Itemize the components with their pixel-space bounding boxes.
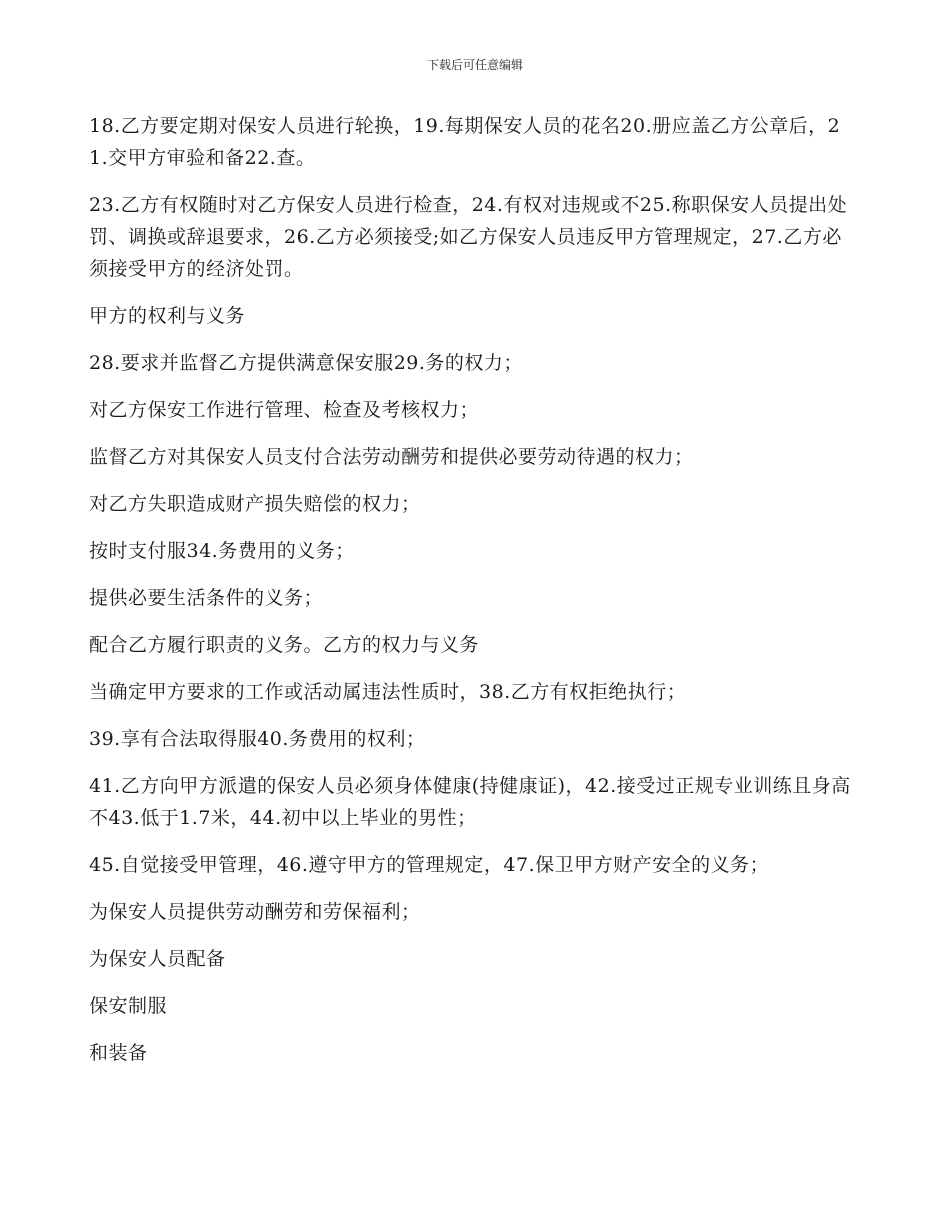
paragraph-item: 按时支付服34.务费用的义务； — [89, 540, 355, 562]
paragraph-item: 45.自觉接受甲管理，46.遵守甲方的管理规定，47.保卫甲方财产安全的义务； — [89, 854, 770, 876]
paragraph-item: 提供必要生活条件的义务； — [89, 587, 324, 609]
paragraph-item: 监督乙方对其保安人员支付合法劳动酬劳和提供必要劳动待遇的权力； — [89, 446, 694, 468]
paragraph-item: 为保安人员配备 — [89, 948, 226, 970]
page-header: 下载后可任意编辑 — [426, 58, 523, 72]
paragraph-inspection: 23.乙方有权随时对乙方保安人员进行检查，24.有权对违规或不25.称职保安人员提出处罚、调换或辞退要求，26.乙方必须接受;如乙方保安人员违反甲方管理规定，27.乙方必须接受甲方的经济处罚。 — [89, 194, 848, 280]
paragraph-item: 配合乙方履行职责的义务。乙方的权力与义务 — [89, 634, 480, 656]
paragraph-rotation: 18.乙方要定期对保安人员进行轮换，19.每期保安人员的花名20.册应盖乙方公章后，21.交甲方审验和备22.查。 — [89, 115, 841, 169]
paragraph-item: 为保安人员提供劳动酬劳和劳保福利； — [89, 901, 421, 923]
paragraph-item: 28.要求并监督乙方提供满意保安服29.务的权力； — [89, 352, 523, 374]
paragraph-item: 对乙方保安工作进行管理、检查及考核权力； — [89, 399, 480, 421]
paragraph-item: 保安制服 — [89, 995, 168, 1017]
paragraph-item: 当确定甲方要求的工作或活动属违法性质时，38.乙方有权拒绝执行； — [89, 681, 687, 703]
paragraph-item: 和装备 — [89, 1042, 148, 1064]
paragraph-item: 41.乙方向甲方派遣的保安人员必须身体健康(持健康证)，42.接受过正规专业训练且身高不43.低于1.7米，44.初中以上毕业的男性； — [89, 775, 851, 829]
paragraph-item: 对乙方失职造成财产损失赔偿的权力； — [89, 493, 421, 515]
paragraph-item: 39.享有合法取得服40.务费用的权利； — [89, 728, 426, 750]
document-body — [89, 110, 859, 1084]
section-heading-party-a: 甲方的权利与义务 — [89, 305, 246, 327]
